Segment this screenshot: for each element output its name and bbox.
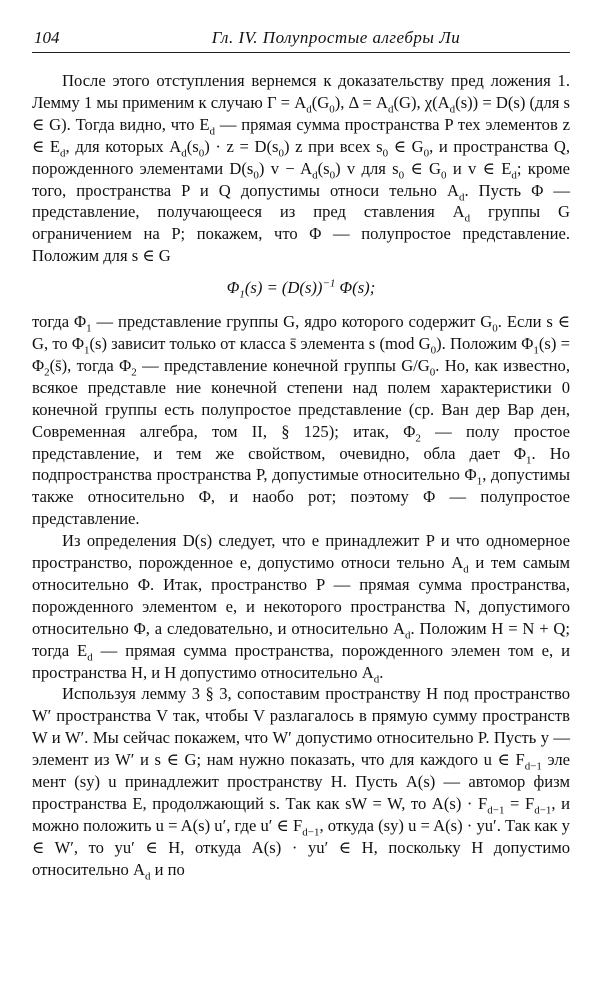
text-line: конечной группы $G/G_0$. Но, как известно, всякое представле: [32, 355, 571, 397]
paragraph-1: [32, 70, 570, 267]
text-line: пространство W′ пространства V так, чтобы V разлагалось: [32, 684, 570, 726]
text-line: ние конечной степени над полем характеристики 0 конечной: [32, 377, 570, 419]
running-title: Гл. IV. Полупростые алгебры Ли: [211, 28, 461, 47]
text-line: Из определения D(s) следует, что e принадлежит P и что: [62, 531, 480, 551]
text-line: и s ∈ G; нам нужно показать, что для каждого u ∈ $F_{d-1}$ эле: [140, 750, 570, 773]
text-line: группы есть полупростое представление (ср. Ван дер Вар: [104, 399, 534, 419]
text-line: A(s) · yu′ ∈ H, поскольку H допустимо относительно $A_d$ и по: [32, 837, 570, 883]
text-line: ложения 1. Лемму 1 мы применим к случаю $\Gamma = A_d(G_0)$,: [32, 71, 571, 116]
display-formula: [32, 277, 570, 299]
text-line: (mod $G_0$). Положим $\Phi_1(s)$ = $\Phi_2(s̄)$, тогда $\Phi_2$ — представление: [32, 333, 570, 379]
text-line: некоторого пространства N, допустимого относительно Φ,: [32, 596, 570, 638]
text-line: мент (sy) u принадлежит пространству H. Пусть A(s) — автомор: [32, 772, 526, 792]
paragraph-4: [32, 683, 571, 883]
page-number: 104: [34, 28, 60, 47]
text-line: После этого отступления вернемся к доказательству пред: [62, 71, 484, 90]
running-header: [32, 22, 570, 53]
formula-text: $\Phi_1(s) = (D(s))^{-1}$ Φ(s);: [226, 277, 376, 301]
text-line: дает $\Phi_1$. Но подпространства пространства P, допустимые: [32, 443, 570, 485]
text-line: тогда $E_d$ — прямая сумма пространства, порожденного элемен: [32, 640, 501, 663]
paragraph-3: [32, 530, 570, 683]
text-line: откуда (sy) u = A(s) · yu′. Так как y ∈ W′, то yu′ ∈ H, откуда: [32, 815, 570, 857]
text-line: что W′ допустимо относительно P. Пусть y — элемент из W′: [32, 728, 570, 770]
text-line: том e, и пространства H, и H допустимо относительно $A_d$.: [32, 640, 570, 685]
text-line: тельно $A_d$. Пусть Φ — представление, получающееся из пред: [32, 180, 570, 222]
text-line: $A(s) \cdot F_{d-1} = F_{d-1}$, и можно положить u = A(s) u′, где u′ ∈ $F_{d-1}$,: [32, 794, 571, 839]
text-line: тогда $\Phi_1$ — представление группы G, ядро которого содержит $G_0$.: [32, 312, 502, 335]
text-line: Φ — полупростое представление. Положим для s ∈ G: [32, 224, 570, 266]
text-line: относительно $\Phi_1$, допустимы также относительно Φ, и наобо: [32, 465, 570, 507]
text-line: $E_d$ — прямая сумма пространства P тех элементов z ∈ $E_d$, для: [32, 114, 570, 160]
text-line: в прямую сумму пространств W и W′. Мы сейчас покажем,: [32, 706, 571, 748]
paragraph-2: [32, 311, 570, 530]
text-line: Используя лемму 3 § 3, сопоставим пространству H под: [62, 684, 469, 704]
text-line: $\Delta = A_d(G)$, $\chi(A_d(s)) = D(s)$ (для s ∈ G). Тогда видно, что: [32, 92, 570, 134]
text-line: физм пространства E, продолжающий s. Так как sW = W, то: [32, 772, 570, 813]
text-line: тельно $A_d$ и тем самым относительно Φ. Итак, пространство: [32, 553, 570, 594]
text-line: ден, Современная алгебра, том II, § 125); итак, $\Phi_2$ — полу: [32, 399, 570, 444]
text-line: простое представление, и тем же свойством, очевидно, обла: [32, 421, 570, 463]
text-line: v ∈ $E_d$; кроме того, пространства P и Q допустимы относи: [32, 158, 571, 200]
page-body: [32, 70, 570, 881]
text-line: одномерное пространство, порожденное e, допустимо относи: [32, 531, 570, 573]
text-line: P — прямая сумма пространства, порожденного элементом e, и: [32, 574, 570, 616]
text-line: которых $A_d(s_0) \cdot z = D(s_0)$ z при всех $s_0$ ∈ $G_0$, и пространства Q,: [105, 136, 571, 160]
text-line: рот; поэтому Φ — полупростое представление.: [32, 487, 571, 529]
text-line: а следовательно, и относительно $A_d$. Положим H = N + Q;: [154, 618, 571, 642]
text-line: Если s ∈ G, то $\Phi_1(s)$ зависит только от класса s̄ элемента s: [32, 312, 571, 357]
text-line: ставления $A_d$ группы G ограничением на P; покажем, что: [32, 202, 570, 244]
text-line: порожденного элементами $D(s_0) v - A_d(s_0)$ v для $s_0$ ∈ $G_0$ и: [32, 158, 462, 181]
